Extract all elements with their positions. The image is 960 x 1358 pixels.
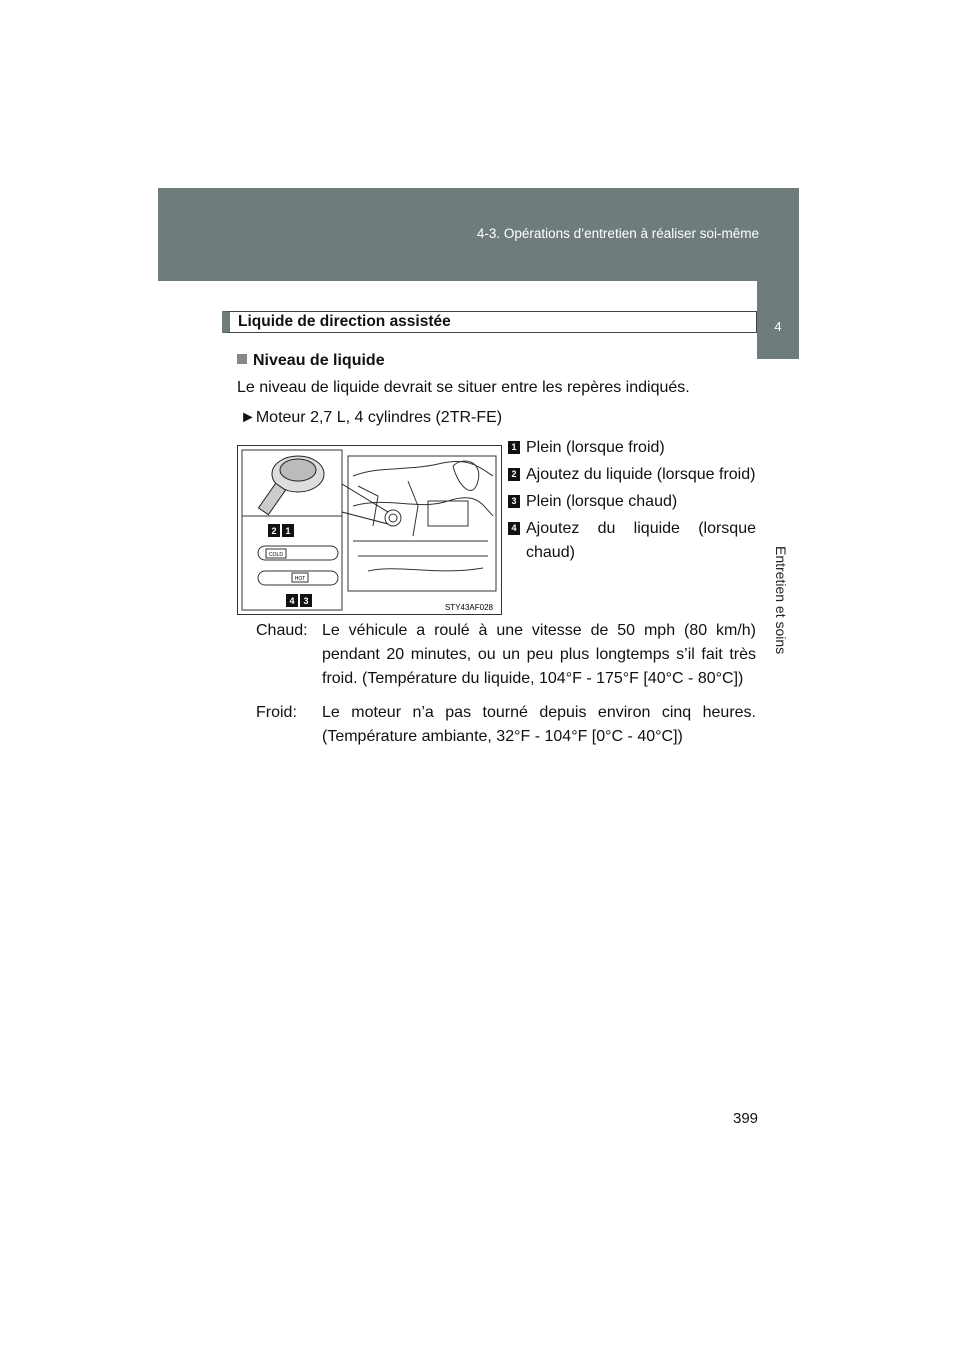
definition-text: Le moteur n’a pas tourné depuis environ cinq heures. (Température ambiante, 32°F - 104°F [0°C - 40°C]) xyxy=(322,704,756,745)
subheading xyxy=(237,352,385,370)
tag-2: 2 xyxy=(271,526,277,536)
legend-item xyxy=(508,436,756,460)
definition-term: Froid: xyxy=(256,704,297,721)
tag-4: 4 xyxy=(289,596,295,606)
definition-row xyxy=(256,619,756,691)
legend-item xyxy=(508,517,756,565)
reservoir-figure xyxy=(237,445,502,615)
legend-text: Ajoutez du liquide (lorsque chaud) xyxy=(526,520,756,561)
legend-number: 1 xyxy=(508,441,520,454)
legend-text: Plein (lorsque froid) xyxy=(526,439,665,456)
hot-label: HOT xyxy=(294,576,306,582)
definitions xyxy=(256,619,756,759)
legend-text: Ajoutez du liquide (lorsque froid) xyxy=(526,466,756,483)
tag-3: 3 xyxy=(303,596,309,606)
legend-text: Plein (lorsque chaud) xyxy=(526,493,678,510)
definition-row xyxy=(256,701,756,749)
tag-1: 1 xyxy=(285,526,291,536)
legend-item xyxy=(508,490,756,514)
subheading-text: Niveau de liquide xyxy=(253,352,385,369)
figure-code: STY43AF028 xyxy=(444,603,493,612)
engine-line: ►Moteur 2,7 L, 4 cylindres (2TR-FE) xyxy=(240,409,503,426)
legend-number: 3 xyxy=(508,495,520,508)
page-number: 399 xyxy=(733,1110,759,1127)
definition-term: Chaud: xyxy=(256,622,308,639)
definition-text: Le véhicule a roulé à une vitesse de 50 mph (80 km/h) pendant 20 minutes, ou un peu plus longtemps s’il fait très froid. (Température du liquide, 104°F - 175°F [40°C - 80°C]) xyxy=(322,622,756,687)
chapter-label-box xyxy=(757,359,799,841)
section-title: Liquide de direction assistée xyxy=(222,311,757,333)
chapter-number: 4 xyxy=(774,319,782,334)
header-band xyxy=(158,188,799,281)
chapter-section-title: 4-3. Opérations d’entretien à réaliser soi-même xyxy=(476,226,759,241)
engine-illustration xyxy=(238,446,501,614)
chapter-side-tab xyxy=(757,281,799,841)
intro-text: Le niveau de liquide devrait se situer entre les repères indiqués. xyxy=(237,379,690,396)
legend-number: 2 xyxy=(508,468,520,481)
legend-number: 4 xyxy=(508,522,520,535)
figure-legend xyxy=(508,436,756,568)
square-bullet-icon xyxy=(237,354,247,364)
legend-item xyxy=(508,463,756,487)
cold-label: COLD xyxy=(269,552,283,558)
chapter-label: Entretien et soins xyxy=(773,545,789,655)
